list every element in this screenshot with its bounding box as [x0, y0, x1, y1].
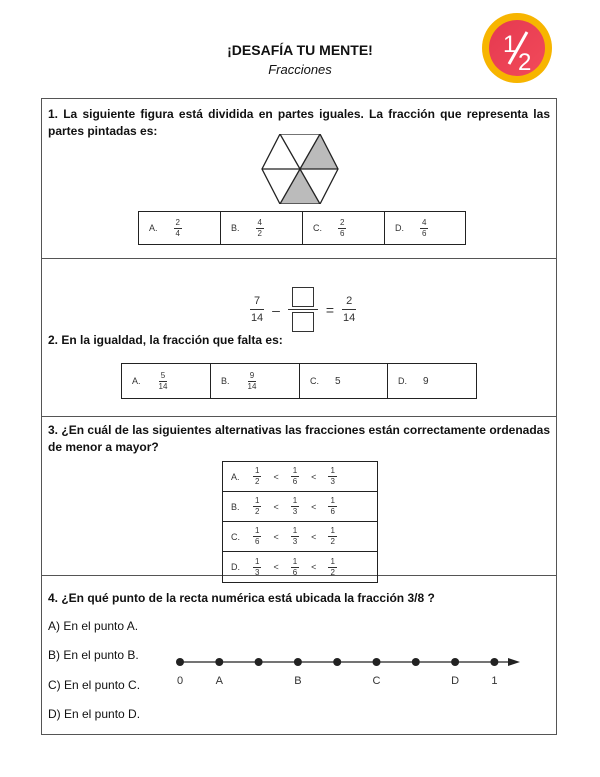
number-line [170, 652, 530, 692]
q3-option-b[interactable]: B. $\frac{1}{2}$ < $\frac{1}{3}$ < $\frac{1}{6}$ [223, 492, 377, 522]
logo-denominator: 2 [518, 49, 532, 76]
number-line-point [373, 658, 381, 666]
q1-option-d[interactable]: D. $\frac{4}{6}$ [395, 217, 427, 238]
question-2 [42, 259, 556, 417]
number-line-point [176, 658, 184, 666]
q3-option-a[interactable]: A. $\frac{1}{2}$ < $\frac{1}{6}$ < $\frac{1}{3}$ [223, 462, 377, 492]
q2-option-b[interactable]: B. $\frac{9}{14}$ [211, 364, 300, 398]
q1-option-a[interactable]: A. $\frac{2}{4}$ [139, 212, 221, 244]
question-4 [42, 576, 556, 734]
q2-option-a[interactable]: A. $\frac{5}{14}$ [122, 364, 211, 398]
q4-answer-b[interactable]: B) En el punto B. [48, 648, 139, 662]
fraction-equation: $\frac{7}{14}$ – = $\frac{2}{14}$ [250, 285, 356, 334]
q4-answer-c[interactable]: C) En el punto C. [48, 678, 141, 692]
q3-option-c[interactable]: C. $\frac{1}{6}$ < $\frac{1}{3}$ < $\frac{1}{2}$ [223, 522, 377, 552]
number-line-point [412, 658, 420, 666]
page-title: ¡DESAFÍA TU MENTE! [227, 42, 373, 58]
question-3-options [222, 461, 378, 583]
number-line-point [333, 658, 341, 666]
q3-option-d[interactable]: D. $\frac{1}{3}$ < $\frac{1}{6}$ < $\frac{1}{2}$ [231, 556, 335, 577]
q2-option-d[interactable]: D. 9 [398, 375, 429, 387]
logo-numerator: 1 [503, 31, 517, 58]
number-line-label: C [372, 675, 381, 687]
number-line-point [255, 658, 263, 666]
arrow-head-icon [508, 658, 520, 666]
worksheet-frame [41, 98, 557, 735]
question-2-options [121, 363, 477, 399]
number-line-point [294, 658, 302, 666]
hexagon-figure [260, 134, 340, 204]
number-line-label: B [294, 675, 302, 687]
missing-fraction [288, 285, 318, 334]
question-4-text: 4. ¿En qué punto de la recta numérica está ubicada la fracción 3/8 ? [48, 591, 435, 605]
q4-answer-a[interactable]: A) En el punto A. [48, 619, 139, 633]
number-line-label: 1 [491, 675, 498, 687]
number-line-label: A [215, 675, 223, 687]
q2-option-c[interactable]: C. 5 [300, 364, 388, 398]
question-1-text: 1. La siguiente figura está dividida en partes iguales. La fracción que representa las partes pintadas es: [48, 107, 550, 138]
number-line-label: 0 [176, 675, 184, 687]
page-subtitle: Fracciones [268, 62, 332, 77]
number-line-point [490, 658, 498, 666]
question-3 [42, 417, 556, 576]
q1-option-c[interactable]: C. $\frac{2}{6}$ [303, 212, 385, 244]
question-1 [42, 99, 556, 259]
question-3-text: 3. ¿En cuál de las siguientes alternativas las fracciones están correctamente ordenadas de menor a mayor? [48, 423, 550, 454]
number-line-label: D [451, 675, 460, 687]
question-1-options [138, 211, 466, 245]
question-2-text: 2. En la igualdad, la fracción que falta es: [48, 333, 283, 347]
q4-answer-d[interactable]: D) En el punto D. [48, 707, 141, 721]
q1-option-b[interactable]: B. $\frac{4}{2}$ [221, 212, 303, 244]
number-line-point [215, 658, 223, 666]
number-line-point [451, 658, 459, 666]
